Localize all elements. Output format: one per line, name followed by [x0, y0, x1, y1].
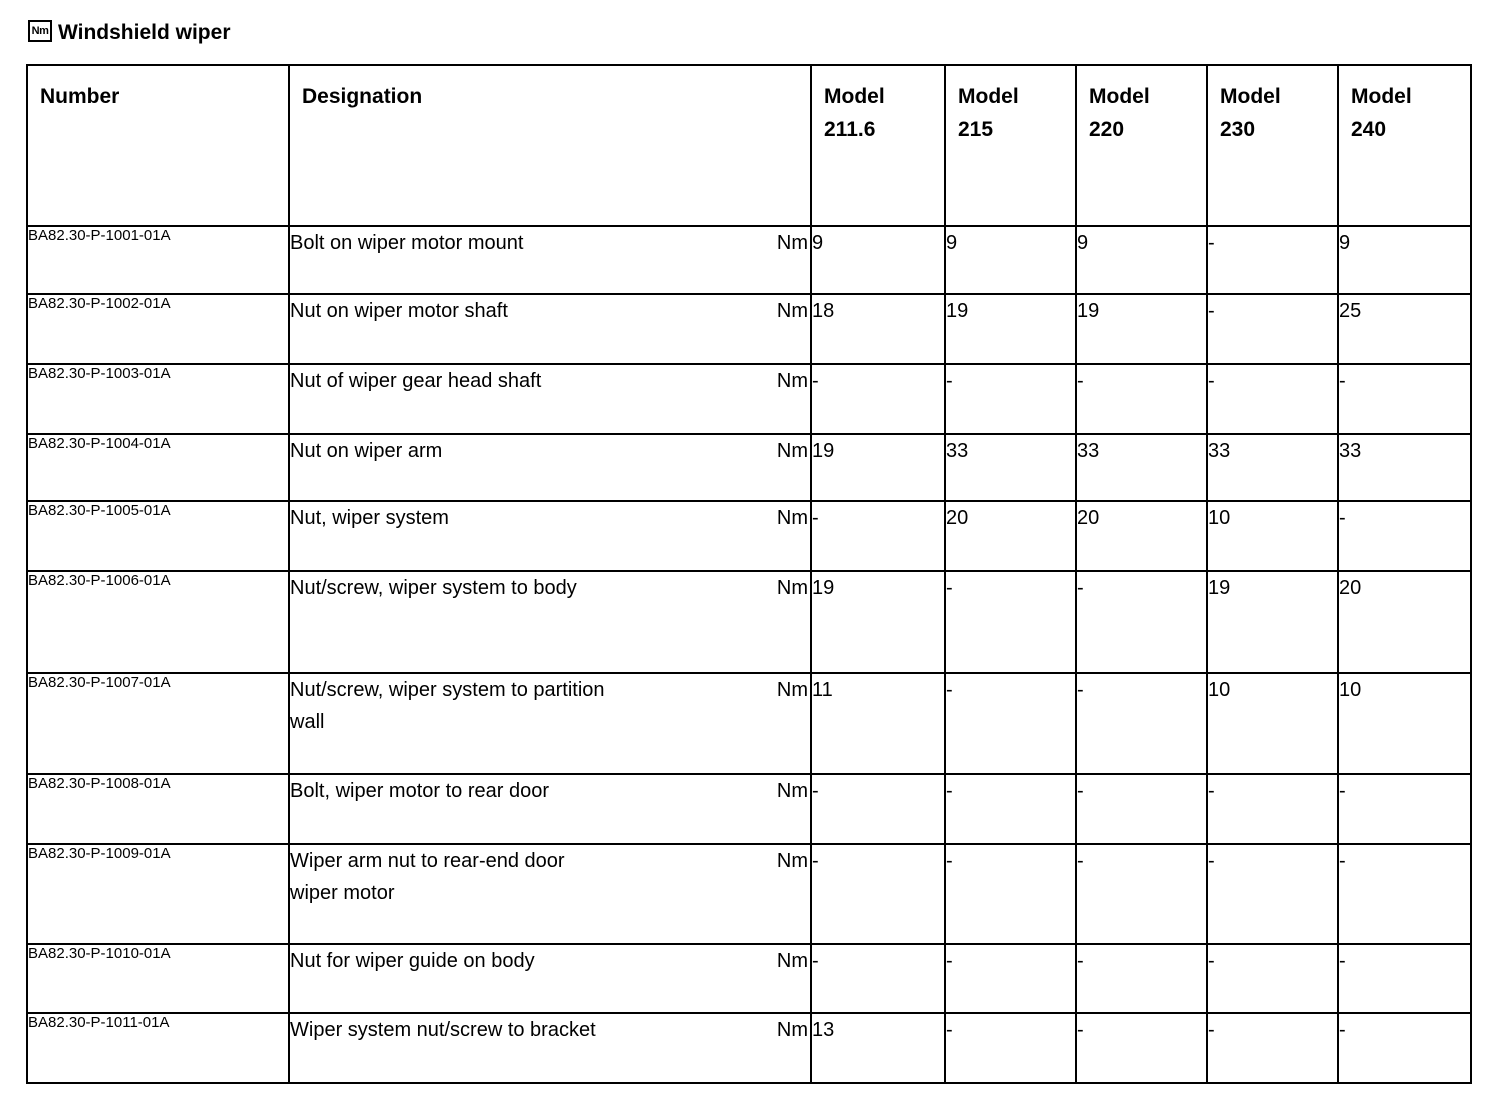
- torque-value: 19: [945, 294, 1076, 364]
- designation-cell: [289, 364, 811, 434]
- torque-value: -: [945, 774, 1076, 844]
- header-designation: Designation: [289, 65, 811, 226]
- designation-cell: [289, 571, 811, 673]
- torque-value: 13: [811, 1013, 945, 1083]
- torque-value: 9: [811, 226, 945, 294]
- header-model: Model 230: [1207, 65, 1338, 226]
- torque-value: -: [1076, 844, 1207, 944]
- torque-value: -: [1207, 774, 1338, 844]
- torque-value: -: [811, 501, 945, 571]
- part-number: BA82.30-P-1006-01A: [27, 571, 289, 673]
- table-row: [27, 774, 1471, 844]
- designation-text: Nut/screw, wiper system to body: [290, 577, 577, 599]
- designation-text: Wiper arm nut to rear-end door wiper motor: [290, 850, 565, 904]
- table-row: [27, 501, 1471, 571]
- designation-text: Wiper system nut/screw to bracket: [290, 1019, 596, 1041]
- designation-cell: [289, 226, 811, 294]
- designation-cell: [289, 944, 811, 1013]
- torque-value: 19: [811, 571, 945, 673]
- torque-value: 33: [1207, 434, 1338, 501]
- torque-value: -: [1076, 364, 1207, 434]
- part-number: BA82.30-P-1004-01A: [27, 434, 289, 501]
- table-body: [27, 226, 1471, 1083]
- unit-label: Nm: [776, 370, 808, 392]
- designation-cell: [289, 434, 811, 501]
- torque-value: -: [945, 1013, 1076, 1083]
- designation-text: Bolt, wiper motor to rear door: [290, 780, 549, 802]
- unit-label: Nm: [776, 300, 808, 322]
- unit-label: Nm: [776, 1019, 808, 1041]
- designation-text: Bolt on wiper motor mount: [290, 232, 524, 254]
- designation-text: Nut on wiper arm: [290, 440, 443, 462]
- header-model: Model 215: [945, 65, 1076, 226]
- table-row: [27, 673, 1471, 774]
- designation-text: Nut for wiper guide on body: [290, 950, 535, 972]
- torque-value: -: [1076, 944, 1207, 1013]
- designation-text: Nut, wiper system: [290, 507, 449, 529]
- torque-value: -: [945, 673, 1076, 774]
- torque-value: 11: [811, 673, 945, 774]
- part-number: BA82.30-P-1010-01A: [27, 944, 289, 1013]
- torque-value: -: [945, 944, 1076, 1013]
- torque-value: 10: [1338, 673, 1471, 774]
- torque-value: 9: [1076, 226, 1207, 294]
- torque-value: 33: [945, 434, 1076, 501]
- torque-value: -: [1207, 364, 1338, 434]
- torque-value: -: [1076, 571, 1207, 673]
- header-model: Model 211.6: [811, 65, 945, 226]
- torque-table: [26, 64, 1472, 1084]
- designation-text: Nut on wiper motor shaft: [290, 300, 508, 322]
- torque-value: -: [1207, 294, 1338, 364]
- torque-value: -: [1207, 1013, 1338, 1083]
- table-row: [27, 226, 1471, 294]
- torque-value: -: [1207, 944, 1338, 1013]
- torque-value: -: [1338, 501, 1471, 571]
- torque-value: -: [945, 571, 1076, 673]
- designation-cell: [289, 294, 811, 364]
- torque-value: -: [811, 844, 945, 944]
- table-row: [27, 364, 1471, 434]
- part-number: BA82.30-P-1011-01A: [27, 1013, 289, 1083]
- torque-value: -: [1076, 673, 1207, 774]
- designation-cell: [289, 673, 811, 774]
- part-number: BA82.30-P-1002-01A: [27, 294, 289, 364]
- table-row: [27, 1013, 1471, 1083]
- torque-value: 18: [811, 294, 945, 364]
- header-model: Model 240: [1338, 65, 1471, 226]
- torque-value: 20: [1076, 501, 1207, 571]
- torque-value: 19: [811, 434, 945, 501]
- torque-value: -: [945, 364, 1076, 434]
- part-number: BA82.30-P-1008-01A: [27, 774, 289, 844]
- unit-label: Nm: [776, 577, 808, 599]
- table-row: [27, 844, 1471, 944]
- table-row: [27, 434, 1471, 501]
- torque-value: 19: [1076, 294, 1207, 364]
- table-row: [27, 571, 1471, 673]
- part-number: BA82.30-P-1009-01A: [27, 844, 289, 944]
- torque-value: -: [1076, 774, 1207, 844]
- table-row: [27, 944, 1471, 1013]
- torque-value: 25: [1338, 294, 1471, 364]
- part-number: BA82.30-P-1005-01A: [27, 501, 289, 571]
- torque-value: -: [1338, 364, 1471, 434]
- part-number: BA82.30-P-1003-01A: [27, 364, 289, 434]
- header-number: Number: [27, 65, 289, 226]
- nm-torque-icon: Nm: [28, 20, 52, 42]
- designation-text: Nut/screw, wiper system to partition wall: [290, 679, 605, 733]
- torque-value: 9: [945, 226, 1076, 294]
- torque-value: 9: [1338, 226, 1471, 294]
- torque-value: -: [945, 844, 1076, 944]
- torque-value: -: [811, 944, 945, 1013]
- unit-label: Nm: [776, 679, 808, 701]
- unit-label: Nm: [776, 850, 808, 872]
- page-title: Windshield wiper: [58, 21, 231, 44]
- torque-value: -: [1207, 226, 1338, 294]
- torque-value: -: [1338, 844, 1471, 944]
- unit-label: Nm: [776, 507, 808, 529]
- unit-label: Nm: [776, 780, 808, 802]
- unit-label: Nm: [776, 440, 808, 462]
- unit-label: Nm: [776, 232, 808, 254]
- torque-value: -: [811, 364, 945, 434]
- torque-value: -: [811, 774, 945, 844]
- torque-value: 19: [1207, 571, 1338, 673]
- part-number: BA82.30-P-1007-01A: [27, 673, 289, 774]
- torque-value: 10: [1207, 501, 1338, 571]
- torque-value: -: [1338, 1013, 1471, 1083]
- torque-value: 20: [945, 501, 1076, 571]
- torque-value: 20: [1338, 571, 1471, 673]
- torque-value: -: [1338, 774, 1471, 844]
- torque-value: 10: [1207, 673, 1338, 774]
- designation-cell: [289, 501, 811, 571]
- header-model: Model 220: [1076, 65, 1207, 226]
- designation-cell: [289, 844, 811, 944]
- unit-label: Nm: [776, 950, 808, 972]
- header-row: [27, 65, 1471, 226]
- torque-value: -: [1076, 1013, 1207, 1083]
- designation-cell: [289, 774, 811, 844]
- page-heading: [28, 18, 231, 48]
- torque-value: 33: [1076, 434, 1207, 501]
- table-row: [27, 294, 1471, 364]
- part-number: BA82.30-P-1001-01A: [27, 226, 289, 294]
- torque-value: 33: [1338, 434, 1471, 501]
- torque-value: -: [1338, 944, 1471, 1013]
- designation-cell: [289, 1013, 811, 1083]
- designation-text: Nut of wiper gear head shaft: [290, 370, 542, 392]
- torque-value: -: [1207, 844, 1338, 944]
